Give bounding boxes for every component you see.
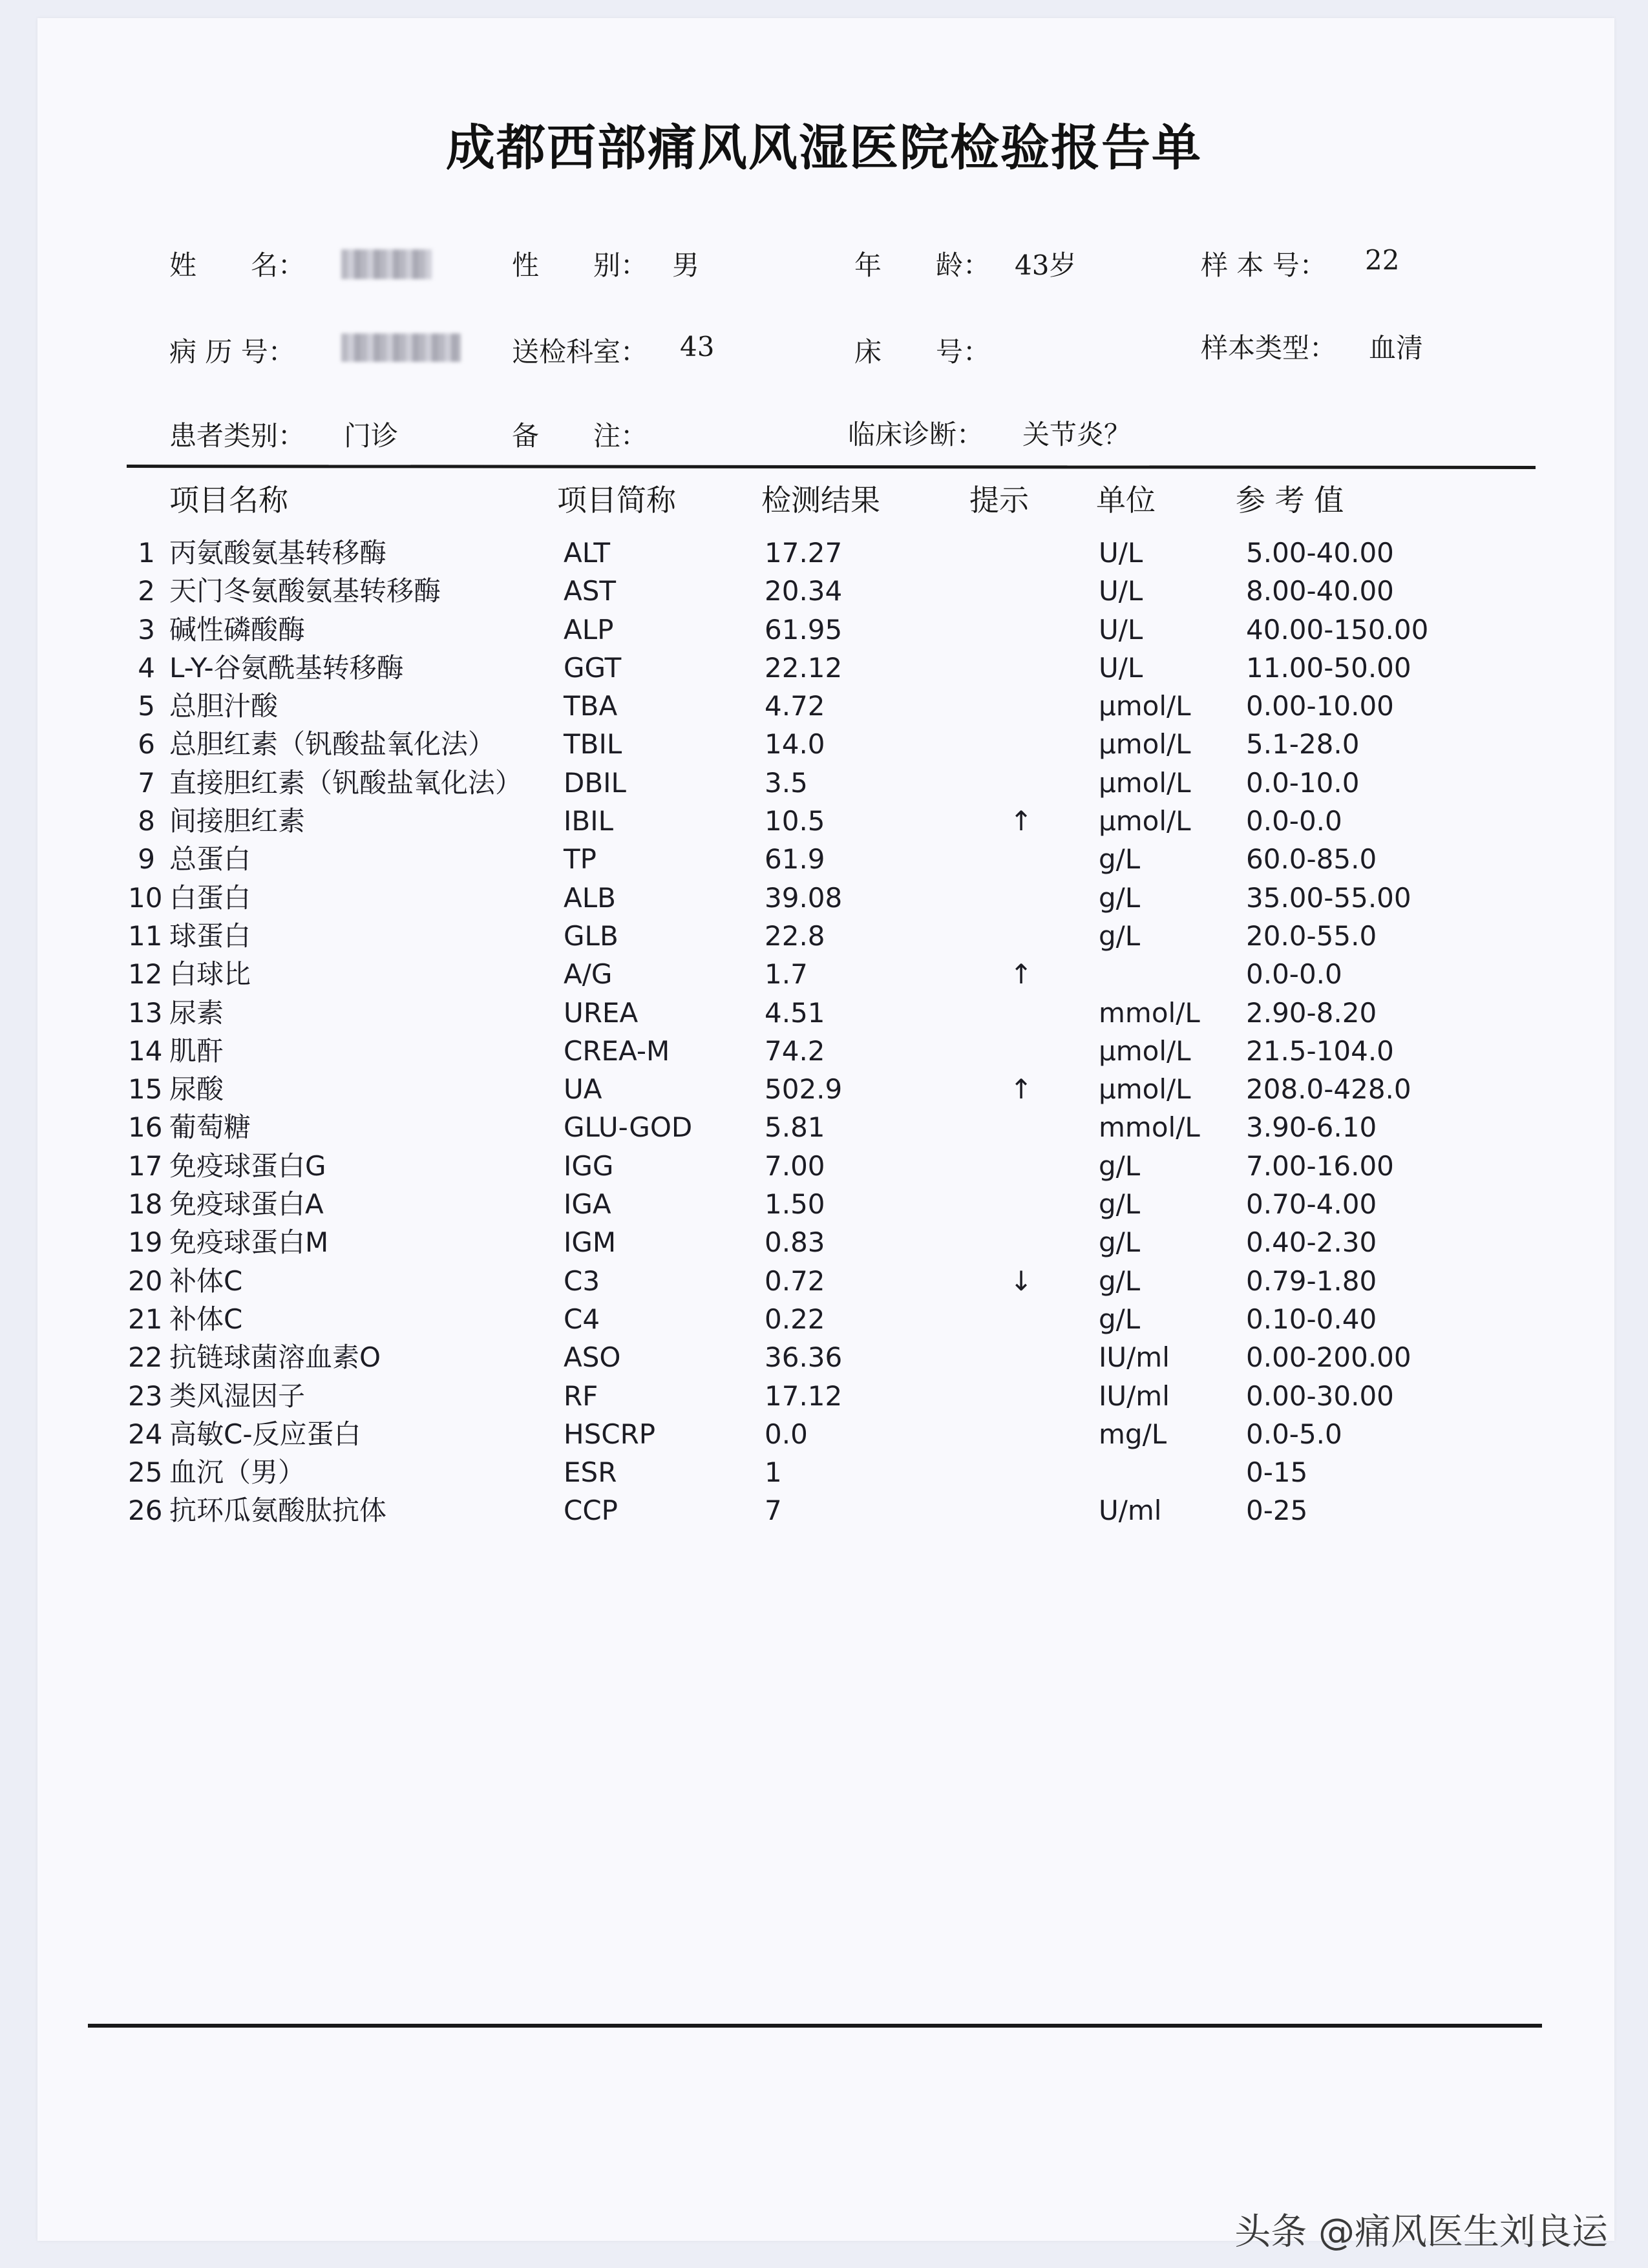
row-number: 5	[138, 690, 155, 722]
col-header-result: 检测结果	[761, 483, 880, 518]
item-result: 39.08	[765, 881, 843, 914]
footer-rule	[88, 2024, 1542, 2028]
item-name: 补体C	[169, 1265, 243, 1297]
age-label: 年 龄：	[854, 249, 991, 281]
redacted-record-no	[341, 333, 461, 362]
table-row	[0, 917, 1648, 955]
item-result: 0.83	[765, 1226, 825, 1259]
table-row	[0, 1223, 1648, 1261]
sample-type-value: 血清	[1369, 332, 1424, 364]
item-unit: U/L	[1099, 651, 1143, 684]
item-unit: g/L	[1099, 1265, 1141, 1297]
item-ref-range: 60.0-85.0	[1246, 843, 1377, 876]
table-row	[0, 572, 1648, 610]
item-result: 74.2	[765, 1034, 825, 1067]
item-result: 22.8	[765, 919, 825, 952]
item-flag: ↓	[1009, 1265, 1033, 1297]
item-abbr: ESR	[564, 1456, 617, 1489]
item-abbr: DBIL	[564, 766, 626, 799]
table-row	[0, 687, 1648, 725]
patient-type-label: 患者类别：	[169, 420, 306, 452]
table-row	[0, 1377, 1648, 1415]
item-name: 类风湿因子	[169, 1380, 306, 1412]
item-abbr: AST	[564, 575, 617, 607]
item-result: 1.50	[765, 1188, 825, 1221]
item-abbr: IGA	[564, 1188, 611, 1221]
item-ref-range: 0.0-10.0	[1246, 766, 1360, 799]
item-result: 61.9	[765, 843, 825, 876]
item-name: 总胆汁酸	[169, 690, 279, 722]
item-abbr: HSCRP	[564, 1418, 656, 1450]
sample-type-label: 样本类型：	[1201, 332, 1337, 364]
item-unit: U/L	[1099, 613, 1143, 646]
item-result: 4.72	[765, 690, 825, 722]
item-name: 葡萄糖	[169, 1111, 251, 1144]
row-number: 13	[128, 996, 163, 1029]
item-unit: U/ml	[1099, 1495, 1162, 1527]
row-number: 24	[128, 1418, 163, 1450]
row-number: 26	[128, 1495, 163, 1527]
item-ref-range: 40.00-150.00	[1246, 613, 1429, 646]
table-row	[0, 1070, 1648, 1108]
item-name: 血沉（男）	[169, 1456, 306, 1489]
item-ref-range: 5.00-40.00	[1246, 537, 1394, 569]
row-number: 16	[128, 1111, 163, 1144]
item-abbr: IGG	[564, 1150, 614, 1182]
item-name: 白球比	[169, 958, 251, 991]
item-unit: μmol/L	[1099, 766, 1191, 799]
item-unit: μmol/L	[1099, 728, 1191, 761]
table-row	[0, 1185, 1648, 1223]
redacted-name	[341, 249, 432, 279]
item-ref-range: 0.0-5.0	[1246, 1418, 1342, 1450]
item-abbr: ASO	[564, 1341, 621, 1374]
item-abbr: UREA	[564, 996, 639, 1029]
item-ref-range: 0.00-200.00	[1246, 1341, 1411, 1374]
col-header-name: 项目名称	[169, 483, 288, 518]
item-abbr: CREA-M	[564, 1034, 670, 1067]
item-ref-range: 8.00-40.00	[1246, 575, 1394, 607]
item-abbr: TBIL	[564, 728, 622, 761]
item-unit: μmol/L	[1099, 1073, 1191, 1106]
item-ref-range: 0.00-30.00	[1246, 1380, 1394, 1412]
item-unit: IU/ml	[1099, 1341, 1170, 1374]
dept-value: 43	[680, 331, 715, 362]
row-number: 2	[138, 575, 155, 607]
table-row	[0, 1491, 1648, 1529]
item-name: 免疫球蛋白M	[169, 1226, 329, 1259]
table-row	[0, 1032, 1648, 1070]
item-result: 22.12	[765, 651, 843, 684]
item-unit: g/L	[1099, 881, 1141, 914]
row-number: 20	[128, 1265, 163, 1297]
item-result: 1	[765, 1456, 782, 1489]
watermark: 头条 @痛风医生刘良运	[1234, 2211, 1608, 2253]
sample-no-label: 样 本 号：	[1201, 249, 1327, 281]
item-name: 免疫球蛋白A	[169, 1188, 324, 1221]
item-unit: U/L	[1099, 537, 1143, 569]
table-row	[0, 649, 1648, 687]
item-ref-range: 0.70-4.00	[1246, 1188, 1377, 1221]
item-result: 0.72	[765, 1265, 825, 1297]
col-header-ref: 参 考 值	[1236, 483, 1344, 518]
item-name: 尿素	[169, 996, 224, 1029]
item-name: 肌酐	[169, 1034, 224, 1067]
item-abbr: ALB	[564, 881, 616, 914]
item-unit: g/L	[1099, 1188, 1141, 1221]
item-unit: μmol/L	[1099, 690, 1191, 722]
item-ref-range: 7.00-16.00	[1246, 1150, 1394, 1182]
item-result: 17.27	[765, 537, 843, 569]
row-number: 8	[138, 805, 155, 837]
item-name: 尿酸	[169, 1073, 224, 1106]
col-header-unit: 单位	[1096, 483, 1156, 518]
row-number: 4	[138, 651, 155, 684]
row-number: 19	[128, 1226, 163, 1259]
table-row	[0, 955, 1648, 993]
item-unit: U/L	[1099, 575, 1143, 607]
row-number: 18	[128, 1188, 163, 1221]
item-flag: ↑	[1009, 1073, 1033, 1106]
item-abbr: GLB	[564, 919, 618, 952]
table-row	[0, 764, 1648, 802]
item-result: 7.00	[765, 1150, 825, 1182]
item-result: 4.51	[765, 996, 825, 1029]
item-unit: g/L	[1099, 843, 1141, 876]
item-ref-range: 0.40-2.30	[1246, 1226, 1377, 1259]
item-name: 抗环瓜氨酸肽抗体	[169, 1495, 387, 1527]
item-result: 14.0	[765, 728, 825, 761]
item-ref-range: 0-15	[1246, 1456, 1308, 1489]
item-name: 白蛋白	[169, 881, 251, 914]
item-result: 1.7	[765, 958, 808, 991]
item-unit: g/L	[1099, 1150, 1141, 1182]
item-name: 天门冬氨酸氨基转移酶	[169, 575, 441, 607]
col-header-flag: 提示	[969, 483, 1029, 518]
row-number: 3	[138, 613, 155, 646]
item-unit: g/L	[1099, 1303, 1141, 1335]
row-number: 1	[138, 537, 155, 569]
item-name: 总胆红素（钒酸盐氧化法）	[169, 728, 496, 761]
item-unit: mmol/L	[1099, 1111, 1200, 1144]
table-row	[0, 611, 1648, 649]
table-row	[0, 1415, 1648, 1453]
item-name: 抗链球菌溶血素O	[169, 1341, 381, 1374]
item-ref-range: 0.79-1.80	[1246, 1265, 1377, 1297]
item-name: 碱性磷酸酶	[169, 613, 306, 646]
table-row	[0, 1338, 1648, 1376]
gender-value: 男	[672, 249, 700, 281]
item-abbr: C4	[564, 1303, 600, 1335]
item-result: 5.81	[765, 1111, 825, 1144]
item-unit: μmol/L	[1099, 805, 1191, 837]
row-number: 6	[138, 728, 155, 761]
table-row	[0, 534, 1648, 572]
item-result: 61.95	[765, 613, 843, 646]
item-result: 7	[765, 1495, 782, 1527]
table-row	[0, 879, 1648, 917]
report-title: 成都西部痛风风湿医院检验报告单	[446, 119, 1202, 176]
item-unit: g/L	[1099, 1226, 1141, 1259]
age-value: 43岁	[1015, 249, 1077, 281]
item-abbr: UA	[564, 1073, 602, 1106]
row-number: 15	[128, 1073, 163, 1106]
item-result: 0.22	[765, 1303, 825, 1335]
item-abbr: GGT	[564, 651, 622, 684]
bed-label: 床 号：	[854, 336, 991, 368]
table-row	[0, 1147, 1648, 1185]
gender-label: 性 别：	[512, 249, 648, 281]
item-name: 免疫球蛋白G	[169, 1150, 326, 1182]
table-row	[0, 1262, 1648, 1300]
table-row	[0, 802, 1648, 840]
item-abbr: ALP	[564, 613, 614, 646]
table-row	[0, 725, 1648, 763]
row-number: 14	[128, 1034, 163, 1067]
row-number: 17	[128, 1150, 163, 1182]
item-flag: ↑	[1009, 958, 1033, 991]
patient-type-value: 门诊	[344, 420, 399, 452]
item-ref-range: 0.00-10.00	[1246, 690, 1394, 722]
table-row	[0, 1108, 1648, 1146]
name-label: 姓 名：	[169, 249, 306, 281]
table-row	[0, 994, 1648, 1032]
table-row	[0, 1300, 1648, 1338]
item-abbr: IBIL	[564, 805, 613, 837]
table-row	[0, 840, 1648, 878]
item-unit: g/L	[1099, 919, 1141, 952]
item-unit: μmol/L	[1099, 1034, 1191, 1067]
item-ref-range: 3.90-6.10	[1246, 1111, 1377, 1144]
item-name: 丙氨酸氨基转移酶	[169, 537, 387, 569]
diagnosis-label: 临床诊断：	[848, 419, 984, 450]
item-result: 3.5	[765, 766, 808, 799]
item-abbr: GLU-GOD	[564, 1111, 693, 1144]
item-name: 补体C	[169, 1303, 243, 1335]
item-abbr: ALT	[564, 537, 611, 569]
table-row	[0, 1453, 1648, 1491]
item-abbr: RF	[564, 1380, 598, 1412]
item-name: 高敏C-反应蛋白	[169, 1418, 361, 1450]
row-number: 9	[138, 843, 155, 876]
item-name: 间接胆红素	[169, 805, 306, 837]
record-no-label: 病 历 号：	[169, 336, 295, 368]
item-result: 502.9	[765, 1073, 843, 1106]
row-number: 12	[128, 958, 163, 991]
item-result: 10.5	[765, 805, 825, 837]
item-abbr: A/G	[564, 958, 613, 991]
item-ref-range: 0.0-0.0	[1246, 805, 1342, 837]
row-number: 21	[128, 1303, 163, 1335]
item-ref-range: 35.00-55.00	[1246, 881, 1411, 914]
item-result: 0.0	[765, 1418, 808, 1450]
item-name: 直接胆红素（钒酸盐氧化法）	[169, 766, 523, 799]
row-number: 22	[128, 1341, 163, 1374]
item-abbr: IGM	[564, 1226, 617, 1259]
item-result: 36.36	[765, 1341, 843, 1374]
item-name: 总蛋白	[169, 843, 251, 876]
diagnosis-value: 关节炎？	[1022, 419, 1132, 450]
row-number: 25	[128, 1456, 163, 1489]
row-number: 7	[138, 766, 155, 799]
item-ref-range: 2.90-8.20	[1246, 996, 1377, 1029]
item-abbr: CCP	[564, 1495, 618, 1527]
item-name: 球蛋白	[169, 919, 251, 952]
dept-label: 送检科室：	[512, 336, 648, 368]
item-abbr: C3	[564, 1265, 600, 1297]
item-unit: mg/L	[1099, 1418, 1167, 1450]
item-result: 17.12	[765, 1380, 843, 1412]
item-ref-range: 21.5-104.0	[1246, 1034, 1394, 1067]
item-flag: ↑	[1009, 805, 1033, 837]
results-table	[0, 534, 1648, 1530]
row-number: 11	[128, 919, 163, 952]
item-ref-range: 11.00-50.00	[1246, 651, 1411, 684]
col-header-abbr: 项目简称	[557, 483, 676, 518]
item-ref-range: 0.0-0.0	[1246, 958, 1342, 991]
item-name: L-Y-谷氨酰基转移酶	[169, 651, 404, 684]
item-unit: mmol/L	[1099, 996, 1200, 1029]
sample-no-value: 22	[1365, 244, 1400, 276]
row-number: 23	[128, 1380, 163, 1412]
item-ref-range: 20.0-55.0	[1246, 919, 1377, 952]
item-ref-range: 5.1-28.0	[1246, 728, 1360, 761]
row-number: 10	[128, 881, 163, 914]
item-abbr: TP	[564, 843, 597, 876]
item-ref-range: 0-25	[1246, 1495, 1308, 1527]
item-ref-range: 208.0-428.0	[1246, 1073, 1411, 1106]
item-unit: IU/ml	[1099, 1380, 1170, 1412]
item-abbr: TBA	[564, 690, 618, 722]
item-ref-range: 0.10-0.40	[1246, 1303, 1377, 1335]
item-result: 20.34	[765, 575, 843, 607]
remark-label: 备 注：	[512, 420, 648, 452]
